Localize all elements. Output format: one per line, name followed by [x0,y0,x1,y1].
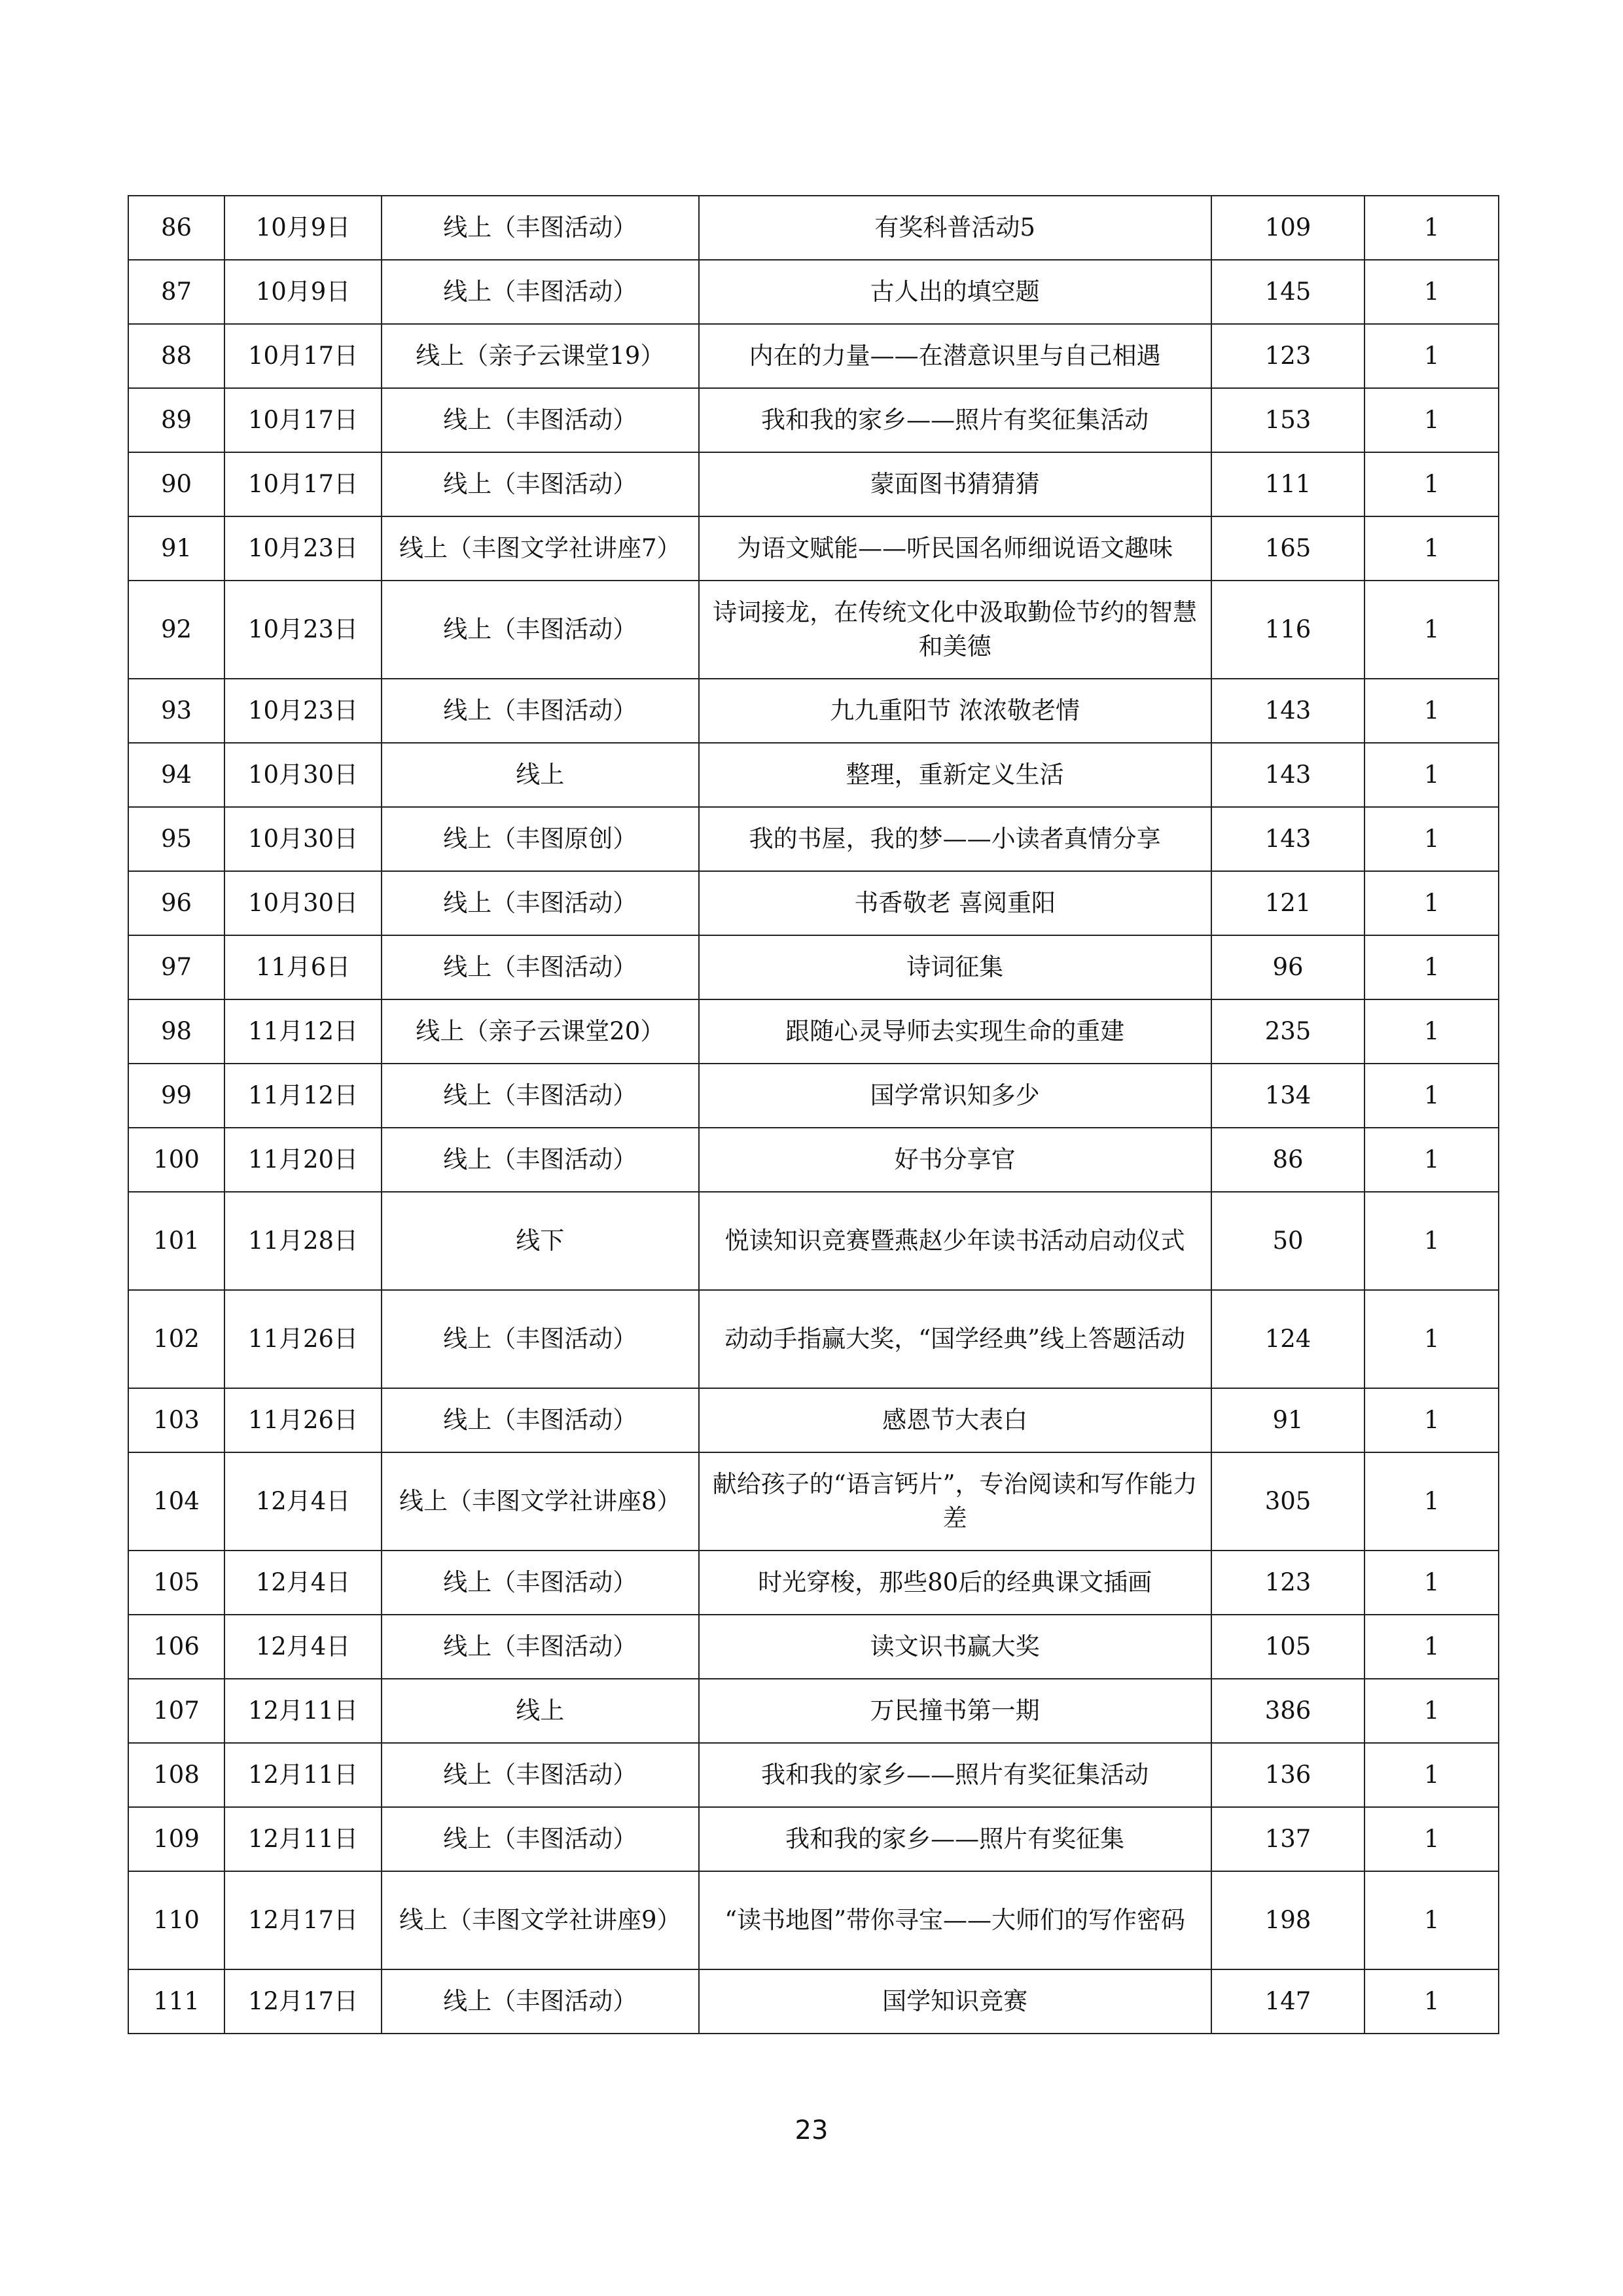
format-cell: 线上 [382,743,699,807]
format-cell: 线上（丰图活动） [382,196,699,260]
table-row [128,999,1499,1064]
participant-count-cell: 145 [1211,260,1365,324]
row-number-cell: 111 [128,1969,224,2034]
participant-count-cell: 386 [1211,1679,1365,1743]
session-count-cell: 1 [1364,452,1499,516]
date-cell: 11月12日 [224,999,382,1064]
row-number-cell: 96 [128,871,224,935]
date-cell: 12月4日 [224,1452,382,1551]
table-row [128,1807,1499,1871]
date-cell: 10月23日 [224,581,382,679]
table-row [128,1388,1499,1452]
format-cell: 线上（丰图活动） [382,388,699,452]
activity-title-cell: 读文识书赢大奖 [699,1615,1211,1679]
participant-count-cell: 143 [1211,743,1365,807]
session-count-cell: 1 [1364,388,1499,452]
date-cell: 12月11日 [224,1679,382,1743]
activity-title-cell: 时光穿梭，那些80后的经典课文插画 [699,1551,1211,1615]
row-number-cell: 88 [128,324,224,388]
session-count-cell: 1 [1364,1871,1499,1969]
participant-count-cell: 147 [1211,1969,1365,2034]
format-cell: 线上（丰图活动） [382,1290,699,1388]
activity-title-cell: 书香敬老 喜阅重阳 [699,871,1211,935]
activity-title-cell: 为语文赋能——听民国名师细说语文趣味 [699,516,1211,581]
participant-count-cell: 153 [1211,388,1365,452]
format-cell: 线上（丰图文学社讲座7） [382,516,699,581]
date-cell: 11月12日 [224,1064,382,1128]
table-row [128,324,1499,388]
row-number-cell: 94 [128,743,224,807]
participant-count-cell: 137 [1211,1807,1365,1871]
row-number-cell: 97 [128,935,224,999]
session-count-cell: 1 [1364,1452,1499,1551]
format-cell: 线下 [382,1192,699,1290]
activity-title-cell: 动动手指赢大奖，“国学经典”线上答题活动 [699,1290,1211,1388]
format-cell: 线上（丰图活动） [382,452,699,516]
format-cell: 线上 [382,1679,699,1743]
session-count-cell: 1 [1364,324,1499,388]
table-row [128,196,1499,260]
table-row [128,1615,1499,1679]
table-row [128,1192,1499,1290]
session-count-cell: 1 [1364,1969,1499,2034]
date-cell: 12月17日 [224,1969,382,2034]
date-cell: 12月4日 [224,1615,382,1679]
row-number-cell: 93 [128,679,224,743]
participant-count-cell: 198 [1211,1871,1365,1969]
activity-title-cell: 献给孩子的“语言钙片”，专治阅读和写作能力差 [699,1452,1211,1551]
activity-title-cell: 诗词征集 [699,935,1211,999]
table-row [128,516,1499,581]
activity-title-cell: 跟随心灵导师去实现生命的重建 [699,999,1211,1064]
row-number-cell: 108 [128,1743,224,1807]
date-cell: 10月23日 [224,679,382,743]
table-row [128,1290,1499,1388]
session-count-cell: 1 [1364,935,1499,999]
activity-title-cell: 内在的力量——在潜意识里与自己相遇 [699,324,1211,388]
row-number-cell: 107 [128,1679,224,1743]
row-number-cell: 109 [128,1807,224,1871]
format-cell: 线上（丰图活动） [382,1388,699,1452]
table-row [128,807,1499,871]
session-count-cell: 1 [1364,999,1499,1064]
format-cell: 线上（丰图文学社讲座8） [382,1452,699,1551]
row-number-cell: 92 [128,581,224,679]
table-row [128,1969,1499,2034]
format-cell: 线上（丰图活动） [382,1128,699,1192]
participant-count-cell: 136 [1211,1743,1365,1807]
session-count-cell: 1 [1364,1290,1499,1388]
format-cell: 线上（丰图活动） [382,679,699,743]
date-cell: 10月17日 [224,452,382,516]
table-row [128,935,1499,999]
date-cell: 10月23日 [224,516,382,581]
session-count-cell: 1 [1364,1551,1499,1615]
table-row [128,1871,1499,1969]
row-number-cell: 99 [128,1064,224,1128]
row-number-cell: 87 [128,260,224,324]
participant-count-cell: 86 [1211,1128,1365,1192]
activity-title-cell: 好书分享官 [699,1128,1211,1192]
format-cell: 线上（丰图活动） [382,260,699,324]
table-row [128,260,1499,324]
format-cell: 线上（丰图活动） [382,1064,699,1128]
session-count-cell: 1 [1364,679,1499,743]
row-number-cell: 98 [128,999,224,1064]
table-row [128,581,1499,679]
table-row [128,1679,1499,1743]
date-cell: 10月30日 [224,871,382,935]
format-cell: 线上（丰图活动） [382,871,699,935]
row-number-cell: 110 [128,1871,224,1969]
session-count-cell: 1 [1364,581,1499,679]
format-cell: 线上（丰图活动） [382,935,699,999]
date-cell: 10月17日 [224,324,382,388]
participant-count-cell: 91 [1211,1388,1365,1452]
session-count-cell: 1 [1364,1743,1499,1807]
format-cell: 线上（亲子云课堂20） [382,999,699,1064]
participant-count-cell: 50 [1211,1192,1365,1290]
session-count-cell: 1 [1364,1128,1499,1192]
table-row [128,743,1499,807]
activity-title-cell: 蒙面图书猜猜猜 [699,452,1211,516]
row-number-cell: 86 [128,196,224,260]
row-number-cell: 90 [128,452,224,516]
format-cell: 线上（丰图活动） [382,1615,699,1679]
page-number: 23 [794,2115,829,2145]
date-cell: 10月30日 [224,743,382,807]
session-count-cell: 1 [1364,743,1499,807]
date-cell: 12月11日 [224,1743,382,1807]
activity-title-cell: 万民撞书第一期 [699,1679,1211,1743]
participant-count-cell: 111 [1211,452,1365,516]
format-cell: 线上（丰图文学社讲座9） [382,1871,699,1969]
date-cell: 12月11日 [224,1807,382,1871]
activity-title-cell: “读书地图”带你寻宝——大师们的写作密码 [699,1871,1211,1969]
participant-count-cell: 165 [1211,516,1365,581]
row-number-cell: 101 [128,1192,224,1290]
activity-table-body [128,196,1499,2034]
table-row [128,1551,1499,1615]
session-count-cell: 1 [1364,1615,1499,1679]
participant-count-cell: 123 [1211,324,1365,388]
participant-count-cell: 123 [1211,1551,1365,1615]
activity-title-cell: 我和我的家乡——照片有奖征集活动 [699,1743,1211,1807]
activity-title-cell: 有奖科普活动5 [699,196,1211,260]
date-cell: 11月6日 [224,935,382,999]
format-cell: 线上（丰图活动） [382,1551,699,1615]
activity-title-cell: 我和我的家乡——照片有奖征集 [699,1807,1211,1871]
format-cell: 线上（丰图原创） [382,807,699,871]
table-row [128,871,1499,935]
date-cell: 10月17日 [224,388,382,452]
participant-count-cell: 109 [1211,196,1365,260]
activity-title-cell: 我和我的家乡——照片有奖征集活动 [699,388,1211,452]
activity-title-cell: 九九重阳节 浓浓敬老情 [699,679,1211,743]
participant-count-cell: 116 [1211,581,1365,679]
format-cell: 线上（丰图活动） [382,1807,699,1871]
participant-count-cell: 124 [1211,1290,1365,1388]
participant-count-cell: 305 [1211,1452,1365,1551]
row-number-cell: 95 [128,807,224,871]
table-row [128,452,1499,516]
table-row [128,1452,1499,1551]
table-row [128,1128,1499,1192]
date-cell: 10月30日 [224,807,382,871]
format-cell: 线上（丰图活动） [382,1969,699,2034]
row-number-cell: 106 [128,1615,224,1679]
format-cell: 线上（丰图活动） [382,581,699,679]
session-count-cell: 1 [1364,260,1499,324]
session-count-cell: 1 [1364,1064,1499,1128]
activity-title-cell: 悦读知识竞赛暨燕赵少年读书活动启动仪式 [699,1192,1211,1290]
table-row [128,1743,1499,1807]
date-cell: 11月26日 [224,1290,382,1388]
session-count-cell: 1 [1364,1807,1499,1871]
session-count-cell: 1 [1364,871,1499,935]
date-cell: 12月4日 [224,1551,382,1615]
date-cell: 11月26日 [224,1388,382,1452]
session-count-cell: 1 [1364,196,1499,260]
table-row [128,1064,1499,1128]
session-count-cell: 1 [1364,1388,1499,1452]
table-row [128,679,1499,743]
row-number-cell: 89 [128,388,224,452]
participant-count-cell: 121 [1211,871,1365,935]
table-row [128,388,1499,452]
activity-title-cell: 诗词接龙，在传统文化中汲取勤俭节约的智慧和美德 [699,581,1211,679]
row-number-cell: 100 [128,1128,224,1192]
participant-count-cell: 105 [1211,1615,1365,1679]
date-cell: 11月28日 [224,1192,382,1290]
activity-title-cell: 我的书屋，我的梦——小读者真情分享 [699,807,1211,871]
session-count-cell: 1 [1364,516,1499,581]
row-number-cell: 105 [128,1551,224,1615]
participant-count-cell: 143 [1211,807,1365,871]
activity-title-cell: 感恩节大表白 [699,1388,1211,1452]
format-cell: 线上（丰图活动） [382,1743,699,1807]
session-count-cell: 1 [1364,1679,1499,1743]
activity-title-cell: 国学知识竞赛 [699,1969,1211,2034]
participant-count-cell: 96 [1211,935,1365,999]
date-cell: 10月9日 [224,260,382,324]
date-cell: 10月9日 [224,196,382,260]
row-number-cell: 102 [128,1290,224,1388]
row-number-cell: 91 [128,516,224,581]
row-number-cell: 104 [128,1452,224,1551]
participant-count-cell: 134 [1211,1064,1365,1128]
activity-title-cell: 古人出的填空题 [699,260,1211,324]
row-number-cell: 103 [128,1388,224,1452]
activity-title-cell: 整理，重新定义生活 [699,743,1211,807]
participant-count-cell: 235 [1211,999,1365,1064]
date-cell: 12月17日 [224,1871,382,1969]
session-count-cell: 1 [1364,1192,1499,1290]
session-count-cell: 1 [1364,807,1499,871]
format-cell: 线上（亲子云课堂19） [382,324,699,388]
activity-table [128,195,1499,2034]
date-cell: 11月20日 [224,1128,382,1192]
activity-title-cell: 国学常识知多少 [699,1064,1211,1128]
participant-count-cell: 143 [1211,679,1365,743]
